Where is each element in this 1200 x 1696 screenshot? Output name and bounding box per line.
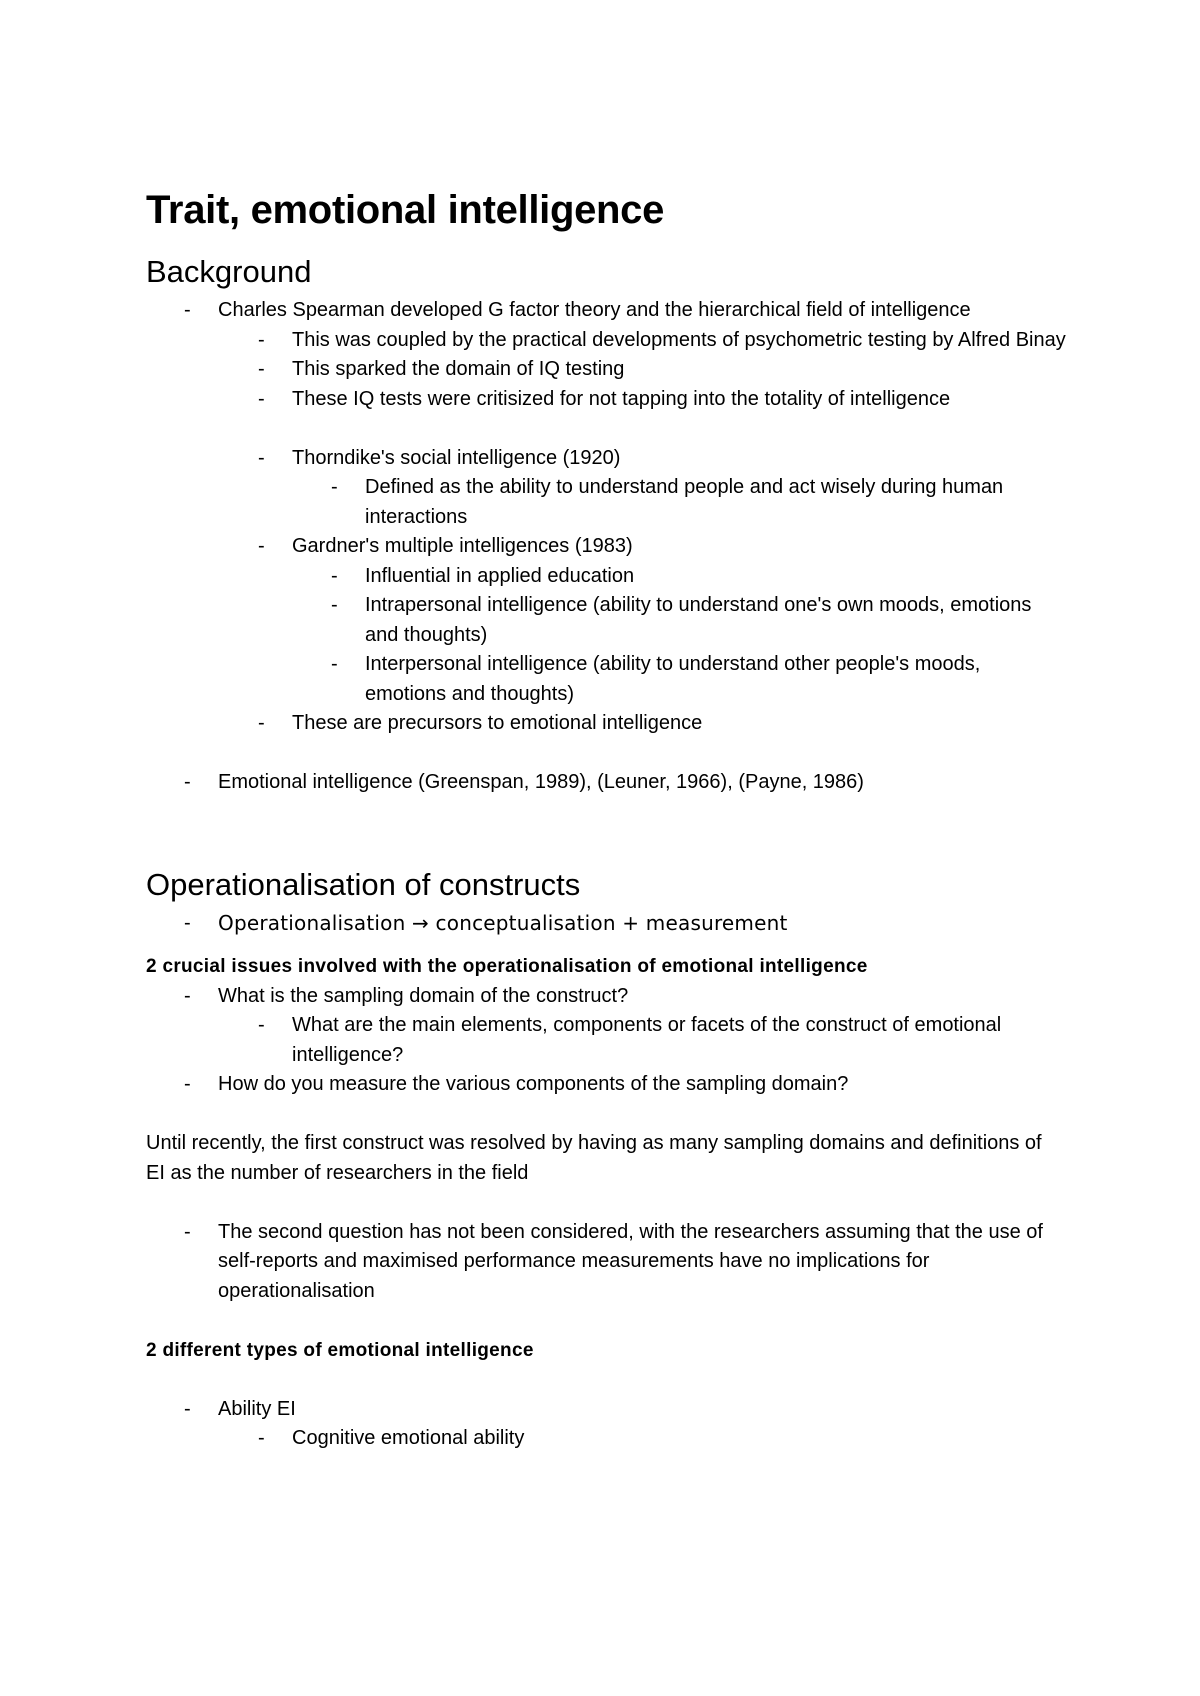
list-item-text: Interpersonal intelligence (ability to understand other people's moods, emotions and thoughts) [365,653,981,705]
spacer [146,1306,1066,1336]
list-item [146,1070,1066,1100]
list-item-text: Defined as the ability to understand people and act wisely during human interactions [365,476,1004,528]
bullet-dash: - [331,594,338,616]
bullet-dash: - [184,1397,191,1420]
bullet-dash: - [331,653,338,675]
spacer [146,739,1066,769]
list-item-text: Intrapersonal intelligence (ability to understand one's own moods, emotions and thoughts) [365,594,1032,646]
list-item [146,562,1066,592]
list-item-text: These are precursors to emotional intelligence [292,712,703,734]
bullet-dash: - [258,446,265,469]
bullet-dash: - [258,328,265,351]
bullet-dash: - [184,771,191,793]
bullet-dash: - [184,1220,191,1243]
bullet-dash: - [184,911,191,934]
bullet-dash: - [258,1014,265,1036]
list-item-text: What is the sampling domain of the construct? [218,984,629,1007]
list-item [146,1424,1066,1454]
bullet-dash: - [184,984,191,1007]
list-item-text: Thorndike's social intelligence (1920) [292,446,621,469]
list-item-text: Charles Spearman developed G factor theory and the hierarchical field of intelligence [218,299,971,321]
list-item [146,909,1066,940]
types-heading: 2 different types of emotional intelligence [146,1339,534,1361]
formula-text: Operationalisation → conceptualisation + measurement [218,910,788,935]
list-item [146,1395,1066,1425]
bullet-dash: - [258,1427,265,1449]
list-item [146,444,1066,474]
spacer [146,1365,1066,1395]
list-item [146,982,1066,1012]
list-item-text: How do you measure the various components of the sampling domain? [218,1073,849,1095]
list-item-text: Ability EI [218,1397,296,1420]
list-item-text: Gardner's multiple intelligences (1983) [292,535,633,557]
paragraph: Until recently, the first construct was resolved by having as many sampling domains and definitions of EI as the number of researchers in the field [146,1132,1042,1184]
list-item [146,1218,1066,1307]
list-item [146,768,1066,798]
list-item [146,296,1066,326]
spacer [146,414,1066,444]
section-heading-operationalisation: Operationalisation of constructs [146,866,581,902]
spacer [146,1100,1066,1130]
list-item [146,326,1066,356]
list-item [146,385,1066,415]
list-item [146,355,1066,385]
list-item [146,1011,1066,1070]
list-item [146,591,1066,650]
list-item [146,709,1066,739]
document-page [146,180,1066,1454]
list-item-text: Emotional intelligence (Greenspan, 1989), (Leuner, 1966), (Payne, 1986) [218,771,864,793]
list-item [146,473,1066,532]
bullet-dash: - [331,564,338,587]
list-item-text: This was coupled by the practical developments of psychometric testing by Alfred Binay [292,328,1066,351]
list-item-text: What are the main elements, components or facets of the construct of emotional intelligence? [292,1014,1002,1066]
page-title: Trait, emotional intelligence [146,188,665,232]
bullet-dash: - [258,387,265,410]
bullet-dash: - [258,358,265,380]
list-item-text: Influential in applied education [365,564,635,587]
bullet-dash: - [258,535,265,557]
list-item [146,532,1066,562]
bullet-dash: - [184,299,191,321]
bullet-dash: - [331,476,338,498]
list-item-text: This sparked the domain of IQ testing [292,358,625,380]
list-item-text: These IQ tests were critisized for not tapping into the totality of intelligence [292,387,951,410]
issues-heading: 2 crucial issues involved with the operationalisation of emotional intelligence [146,956,868,977]
list-item [146,650,1066,709]
list-item-text: The second question has not been considered, with the researchers assuming that the use of self-reports and maximised performance measurements have no implications for operationalisation [218,1220,1043,1302]
section-heading-background: Background [146,254,312,289]
bullet-dash: - [184,1073,191,1095]
bullet-dash: - [258,712,265,734]
spacer [146,1188,1066,1218]
list-item-text: Cognitive emotional ability [292,1427,525,1449]
